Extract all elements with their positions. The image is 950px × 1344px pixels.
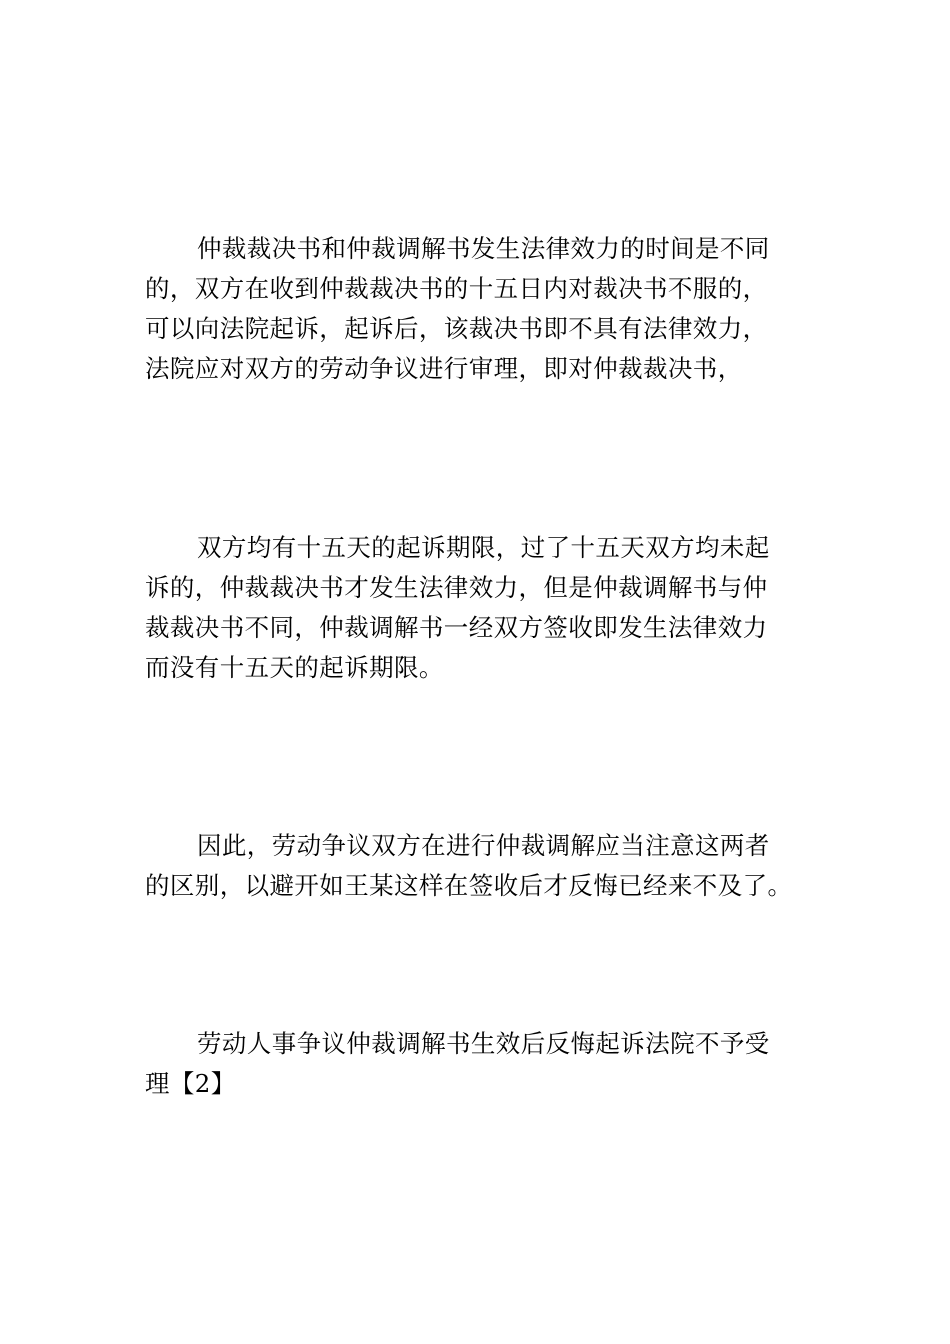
paragraph-line: 裁裁决书不同，仲裁调解书一经双方签收即发生法律效力 — [145, 613, 768, 642]
paragraph-line: 可以向法院起诉，起诉后，该裁决书即不具有法律效力， — [145, 314, 768, 343]
paragraph-line: 诉的，仲裁裁决书才发生法律效力，但是仲裁调解书与仲 — [145, 573, 768, 602]
paragraph-line: 而没有十五天的起诉期限。 — [145, 653, 444, 682]
paragraph-line: 仲裁裁决书和仲裁调解书发生法律效力的时间是不同 — [197, 234, 770, 263]
section-heading — [145, 1024, 810, 1104]
paragraph-line: 的，双方在收到仲裁裁决书的十五日内对裁决书不服的， — [145, 274, 768, 303]
paragraph-line: 的区别，以避开如王某这样在签收后才反悔已经来不及了。 — [145, 871, 793, 900]
paragraph-line: 法院应对双方的劳动争议进行审理，即对仲裁裁决书， — [145, 354, 743, 383]
paragraph-conclusion — [145, 826, 810, 906]
paragraph-line: 因此，劳动争议双方在进行仲裁调解应当注意这两者 — [197, 831, 770, 860]
heading-line: 劳动人事争议仲裁调解书生效后反悔起诉法院不予受 — [197, 1029, 770, 1058]
heading-line: 理【2】 — [145, 1069, 236, 1098]
paragraph-arbitration-effect — [145, 229, 810, 389]
paragraph-line: 双方均有十五天的起诉期限，过了十五天双方均未起 — [197, 533, 770, 562]
paragraph-appeal-period — [145, 528, 810, 688]
